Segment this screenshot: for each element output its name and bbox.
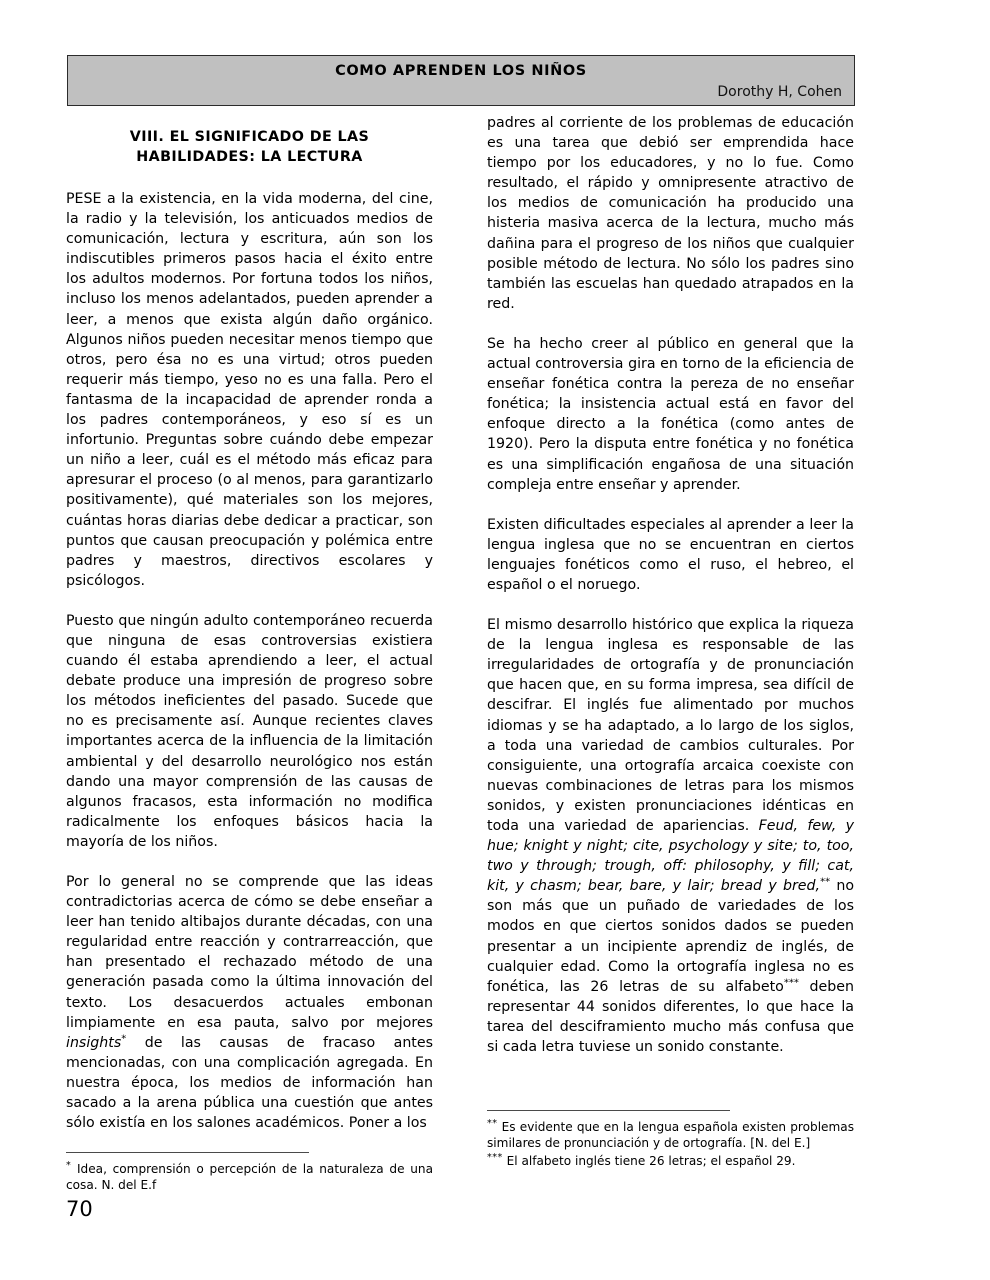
right-paragraph-2: Se ha hecho creer al público en general que la actual controversia gira en torno de la eficiencia de enseñar fonética contra la pereza de no enseñar fonética; la insistencia actual está en favor del enfoque directo a la fonética (como antes de 1920). Pero la disputa entre fonética y no fonética es una simplificación engañosa de una situación compleja entre enseñar y aprender. [487,335,854,493]
footnote-marker-asterisk: * [121,1033,127,1045]
chapter-title-line-2: HABILIDADES: LA LECTURA [136,149,363,165]
english-word-examples-italic: Feud, few, y hue; knight y night; cite, psychology y site; to, too, two y through; trough, off: philosophy, y fill; cat, kit, y chasm; bear, bare, y lair; bread y bred, [487,818,854,895]
footnote-marker-triple-asterisk: *** [783,977,799,989]
page-number: 70 [66,1197,93,1221]
insights-italic-term: insights [66,1034,122,1051]
chapter-title [82,127,417,167]
book-title: COMO APRENDEN LOS NIÑOS [335,63,587,79]
footnote-right-2-marker: *** [487,1151,503,1163]
right-paragraph-4-text-a: El mismo desarrollo histórico que explica la riqueza de la lengua inglesa es responsable de las irregularidades de ortografía y de pronunciación que hacen que, en su forma impresa, sea difícil de descifrar. El inglés fue alimentado por muchos idiomas y se ha adaptado, a lo largo de los siglos, a toda una variedad de cambios culturales. Por consiguiente, una ortografía arcaica coexiste con nuevas combinaciones de letras para los mismos sonidos, y existen pronunciaciones idénticas en toda una variedad de apariencias. [487,617,854,834]
right-paragraph-4-text-b: no son más que un puñado de variedades de los modos en que ciertos sonidos dados se pueden presentar a un incipiente aprendiz de inglés, de cualquier edad. Como la ortografía inglesa no es fonética, las 26 letras de su alfabeto [487,878,854,995]
chapter-title-line-1: VIII. EL SIGNIFICADO DE LAS [129,129,370,145]
left-text-column [66,113,433,1133]
footnote-marker-double-asterisk: ** [820,876,831,888]
left-paragraph-3 [66,872,433,1133]
left-paragraph-2: Puesto que ningún adulto contemporáneo recuerda que ninguna de esas controversias existiera cuando él estaba aprendiendo a leer, el actual debate produce una impresión de progreso sobre los métodos ineficientes del pasado. Sucede que no es precisamente así. Aunque recientes claves importantes acerca de la influencia de la limitación ambiental y del desarrollo neurológico nos están dando una mayor comprensión de las causas de algunos fracasos, esta información no modifica radicalmente los enfoques básicos hacia la mayoría de los niños. [66,612,433,850]
right-paragraph-1: padres al corriente de los problemas de educación es una tarea que debió ser emprendida hace tiempo por los educadores, y no lo fue. Como resultado, el rápido y omnipresente atractivo de los medios de comunicación ha producido una histeria masiva acerca de la lectura, mucho más dañina para el progreso de los niños que cualquier posible método de lectura. No sólo los padres sino también las escuelas han quedado atrapados en la red. [487,115,854,312]
footnote-right-1 [487,1119,854,1152]
page-header-banner [67,55,855,106]
footnote-separator-rule [66,1152,309,1153]
footnote-right-1-marker: ** [487,1117,498,1129]
footnote-left-1 [66,1161,433,1194]
right-paragraph-3: Existen dificultades especiales al aprender a leer la lengua inglesa que no se encuentran en ciertos lenguajes fonéticos como el ruso, el hebreo, el español o el noruego. [487,516,854,593]
footnote-separator-rule-right [487,1110,730,1111]
right-footnote-area [487,1110,854,1170]
left-paragraph-1: PESE a la existencia, en la vida moderna, del cine, la radio y la televisión, los anticuados medios de comunicación, lectura y escritura, aún son los indiscutibles primeros pasos hacia el éxito entre los adultos modernos. Por fortuna todos los niños, incluso los menos adelantados, pueden aprender a leer, a menos que exista algún daño orgánico. Algunos niños pueden necesitar menos tiempo que otros, pero ésa no es una virtud; otros pueden requerir más tiempo, yeso no es una falla. Pero el fantasma de la incapacidad de aprender ronda a los padres contemporáneos, y eso sí es un infortunio. Preguntas sobre cuándo debe empezar un niño a leer, cuál es el método más eficaz para apresurar el proceso (o al menos, para garantizarlo positivamente), qué materiales son los mejores, cuántas horas diarias debe dedicar a practicar, son puntos que causan preocupación y polémica entre padres y maestros, directivos escolares y psicólogos. [66,191,433,589]
footnote-right-1-text: Es evidente que en la lengua española existen problemas similares de pronunciación y de ortografía. [N. del E.] [487,1120,854,1151]
left-footnote-area [66,1152,433,1195]
footnote-right-2-text: El alfabeto inglés tiene 26 letras; el español 29. [502,1153,796,1168]
right-paragraph-4 [487,615,854,1057]
footnote-right-2 [487,1153,854,1169]
footnote-left-1-text: Idea, comprensión o percepción de la naturaleza de una cosa. N. del E.f [66,1162,433,1193]
left-paragraph-3-text-b: de las causas de fracaso antes mencionadas, con una complicación agregada. En nuestra época, los medios de información han sacado a la arena pública una cuestión que antes sólo existía en los salones académicos. Poner a los [66,1034,433,1132]
left-paragraph-3-text-a: Por lo general no se comprende que las ideas contradictorias acerca de cómo se debe enseñar a leer han tenido altibajos durante décadas, con una regularidad entre reacción y contrarreacción, que han presentado el rechazado método de una generación pasada como la última innovación del texto. Los desacuerdos actuales embonan limpiamente en esa pauta, salvo por mejores [66,874,433,1031]
footnote-left-1-marker: * [66,1159,72,1171]
book-author: Dorothy H, Cohen [717,84,842,100]
right-text-column [487,113,854,1057]
right-paragraph-4-text-c: deben representar 44 sonidos diferentes, lo que hace la tarea del desciframiento mucho más confusa que si cada letra tuviese un sonido constante. [487,978,854,1056]
